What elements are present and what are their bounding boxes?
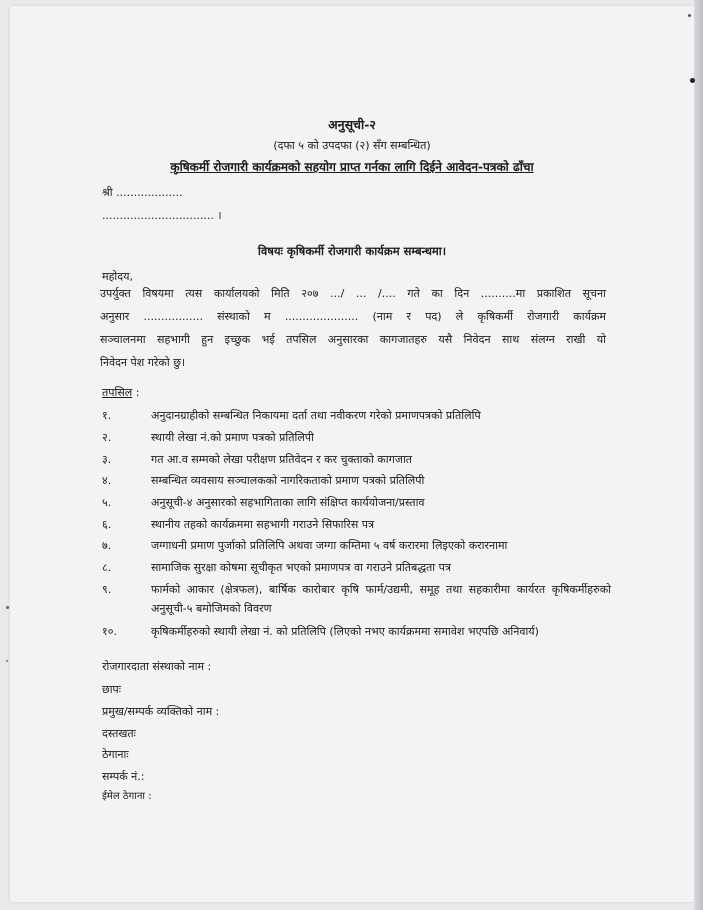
body-line: उपर्युक्त विषयमा त्यस कार्यालयको मिति २०७ .../ ... /.... गते का दिन ..........मा प्रकाशित सूचना [100,287,606,300]
body-line: सञ्चालनमा सहभागी हुन इच्छुक भई तपसिल अनुसारका कागजातहरु यसै निवेदन साथ संलग्न राखी यो [100,333,606,346]
list-item: स्थायी लेखा नं.को प्रमाण पत्रको प्रतिलिपी [151,431,314,444]
form-heading: कृषिकर्मी रोजगारी कार्यक्रमको सहयोग प्राप्त गर्नका लागि दिईने आवेदन-पत्रको ढाँचा [170,160,534,174]
body-line: अनुसार ................. संस्थाको म ..................... (नाम र पद) ले कृषिकर्मी रोजगारी कार्यक्रम [100,310,606,323]
list-item: सम्बन्धित व्यवसाय सञ्चालकको नागरिकताको प्रमाण पत्रको प्रतिलिपी [151,474,425,487]
scan-speck [6,606,9,609]
item-number: ८. [102,561,112,574]
list-item: फार्मको आकार (क्षेत्रफल), बार्षिक कारोबार कृषि फार्म/उद्यमी, समूह तथा सहकारीमा कार्यरत कृषिकर्मीहरुको अनुसूची-५ बमोजिमको विवरण [151,583,611,615]
tapasil-label: तपसिल [102,386,133,399]
field-employer-name: रोजगारदाता संस्थाको नाम : [102,660,212,673]
list-item: सामाजिक सुरक्षा कोषमा सूचीकृत भएको प्रमाणपत्र वा गराउने प्रतिबद्धता पत्र [151,561,451,574]
list-item: गत आ.व सम्मको लेखा परीक्षण प्रतिवेदन र कर चुक्ताको कागजात [151,453,413,466]
salutation: महोदय, [102,270,133,283]
scan-speck [688,14,691,17]
field-contact-person: प्रमुख/सम्पर्क व्यक्तिको नाम : [102,705,220,718]
list-item: स्थानीय तहको कार्यक्रममा सहभागी गराउने सिफारिस पत्र [151,518,375,531]
tapasil-heading [102,386,139,400]
subject-line: विषयः कृषिकर्मी रोजगारी कार्यक्रम सम्बन्धमा। [257,244,447,258]
list-item: कृषिकर्मीहरुको स्थायी लेखा नं. को प्रतिलिपि (लिएको नभए कार्यक्रममा समावेश भएपछि अनिवार्य) [151,625,539,638]
body-line: निवेदन पेश गरेको छु। [100,356,186,369]
list-item: अनुसूची-४ अनुसारको सहभागिताका लागि संक्षिप्त कार्ययोजना/प्रस्ताव [151,496,425,509]
list-item: अनुदानग्राहीको सम्बन्धित निकायमा दर्ता तथा नवीकरण गरेको प्रमाणपत्रको प्रतिलिपि [151,409,481,422]
body-paragraph [100,282,606,374]
scan-speck [690,78,695,83]
field-contact-number: सम्पर्क नं.: [102,770,145,783]
item-number: ९. [102,583,112,596]
item-number: ६. [102,518,112,531]
address-line-2: ................................ । [102,209,222,222]
item-number: १०. [102,625,117,638]
item-number: ७. [102,539,112,552]
tapasil-colon: : [132,386,140,399]
item-number: २. [102,431,112,444]
address-line-1: श्री ................... [102,186,183,199]
page-edge-shadow [694,0,703,910]
annex-subtitle: (दफा ५ को उपदफा (२) सँग सम्बन्धित) [273,139,431,152]
document-page [10,6,694,902]
item-number: १. [102,409,112,422]
item-number: ५. [102,496,112,509]
item-number: ४. [102,474,112,487]
scan-speck [6,660,8,662]
field-email: ईमेल ठेगाना : [102,791,152,802]
field-signature: दस्तखतः [102,727,136,740]
field-address: ठेगानाः [102,748,129,761]
item-number: ३. [102,453,112,466]
list-item: जग्गाधनी प्रमाण पुर्जाको प्रतिलिपि अथवा जग्गा कम्तिमा ५ वर्ष करारमा लिइएको करारनामा [151,539,508,552]
annex-title: अनुसूची-२ [328,117,376,132]
field-stamp: छापः [102,683,122,696]
